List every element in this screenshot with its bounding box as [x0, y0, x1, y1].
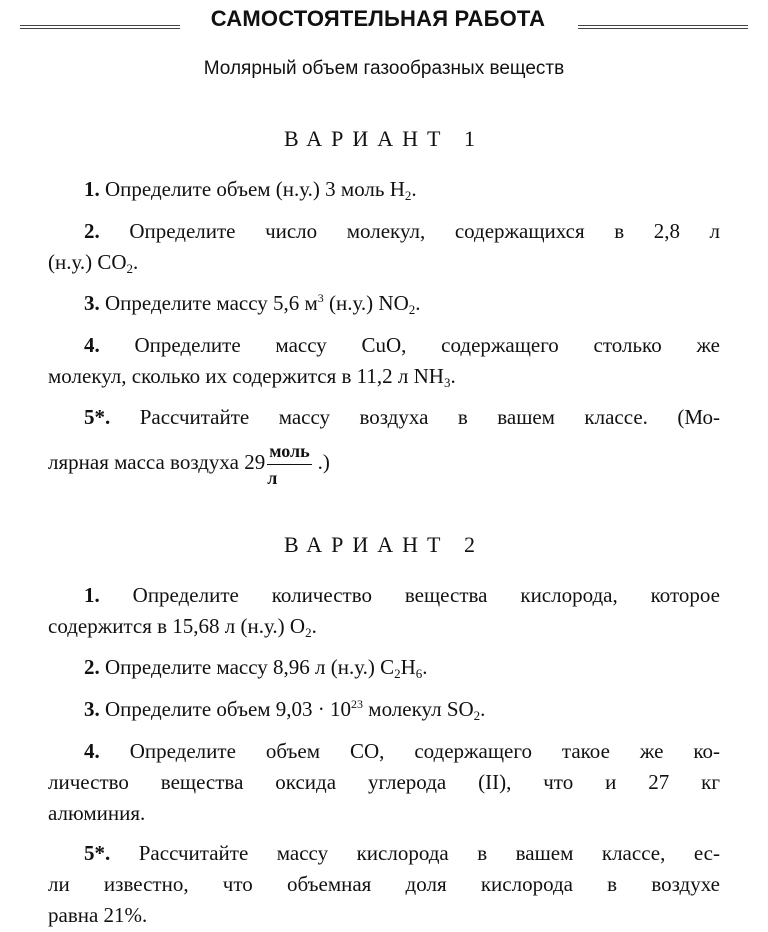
v1-task-3: 3. Определите массу 5,6 $м^3$ (н.у.) $NO_2$. — [84, 291, 421, 317]
topic-title: Молярный объем газообразных веществ — [203, 58, 565, 79]
page-header — [20, 6, 748, 36]
v2-task-5: 5*. Рассчитайте массу кислорода в вашем классе, ес- ли известно, что объемная доля кислорода в воздухе равна 21%. — [48, 841, 720, 927]
v2-task-3: 3. Определите объем $9,03 \cdot 10^{23}$ молекул $SO_2$. — [84, 697, 486, 723]
section-title: САМОСТОЯТЕЛЬНАЯ РАБОТА — [210, 6, 546, 31]
v1-task-2: 2. Определите число молекул, содержащихся в 2,8 л (н.у.) $CO_2$. — [48, 219, 721, 276]
header-rule-left — [20, 25, 180, 29]
v2-task-1: 1. Определите количество вещества кислорода, которое содержится в 15,68 л (н.у.) $O_2$. — [48, 583, 720, 640]
v1-task-4: 4. Определите массу CuO, содержащего столько же молекул, сколько их содержится в 11,2 л $NH_3$. — [48, 333, 720, 390]
v1-task-1: 1. Определите объем (н.у.) 3 моль $H_2$. — [84, 177, 417, 203]
v2-task-2: 2. Определите массу 8,96 л (н.у.) $C_2H_6$. — [84, 655, 428, 681]
variant-2-heading: ВАРИАНТ 2 — [283, 532, 484, 557]
variant-1-heading: ВАРИАНТ 1 — [283, 126, 484, 151]
v2-task-4: 4. Определите объем CO, содержащего такое же ко- личество вещества оксида углерода (II), что и 27 кг алюминия. — [48, 739, 720, 825]
header-rule-right — [578, 25, 748, 29]
v1-task-5: 5*. Рассчитайте массу воздуха в вашем классе. (Мо- лярная масса воздуха 29 $\frac{\text{моль}}{л}$ .) — [48, 402, 720, 491]
molar-mass-fraction: $\frac{\text{моль}}{л}$ — [267, 438, 311, 491]
